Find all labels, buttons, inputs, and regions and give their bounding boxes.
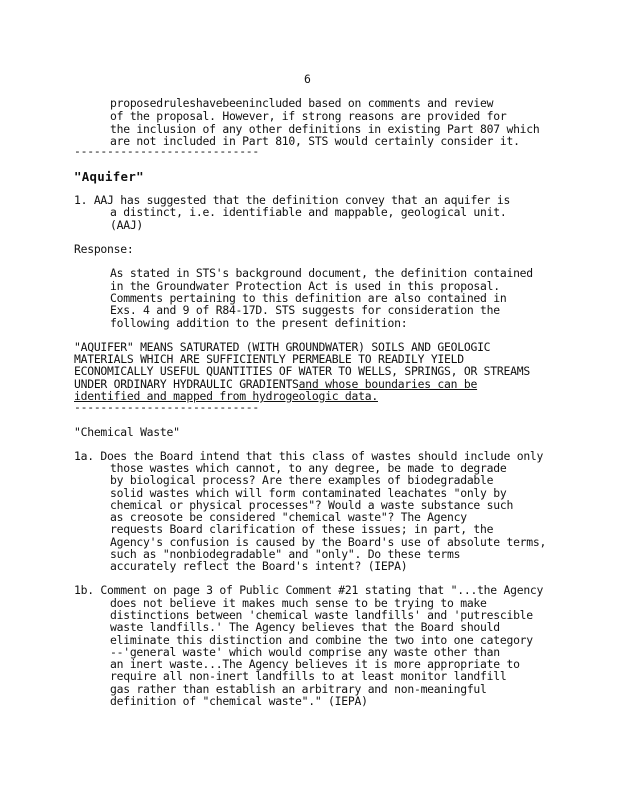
item-1a-line: chemical or physical processes"? Would a waste substance such xyxy=(110,498,514,512)
item-1a-line: 1a. Does the Board intend that this class of wastes should include only xyxy=(74,449,544,463)
response-line: Comments pertaining to this definition are also contained in xyxy=(110,291,507,305)
item-1b-line: distinctions between 'chemical waste landfills' and 'putrescible xyxy=(110,608,533,622)
response-line: As stated in STS's background document, the definition contained xyxy=(110,266,533,280)
item-1b-line: gas rather than establish an arbitrary and non-meaningful xyxy=(110,682,487,696)
item-1a-line: accurately reflect the Board's intent? (IEPA) xyxy=(110,559,408,573)
response-line: following addition to the present definition: xyxy=(110,316,408,330)
response-line: in the Groundwater Protection Act is used in this proposal. xyxy=(110,279,500,293)
item-1a-line: such as "nonbiodegradable" and "only". Do these terms xyxy=(110,547,461,561)
definition-text: UNDER ORDINARY HYDRAULIC GRADIENTS xyxy=(74,377,299,391)
item-1b-line: an inert waste...The Agency believes it is more appropriate to xyxy=(110,657,520,671)
aquifer-comment-line: (AAJ) xyxy=(110,218,144,232)
definition-addition: identified and mapped from hydrogeologic data. xyxy=(74,389,378,403)
intro-line: proposedruleshavebeenincluded based on comments and review xyxy=(110,96,494,110)
item-1b-line: definition of "chemical waste"." (IEPA) xyxy=(110,694,368,708)
item-1b-line: waste landfills.' The Agency believes that the Board should xyxy=(110,620,500,634)
section-divider: ---------------------------- xyxy=(74,400,260,414)
item-1a-line: Agency's confusion is caused by the Board's use of absolute terms, xyxy=(110,535,547,549)
aquifer-comment-line: a distinct, i.e. identifiable and mappable, geological unit. xyxy=(110,205,507,219)
item-1b-line: eliminate this distinction and combine the two into one category xyxy=(110,633,533,647)
aquifer-definition-line: MATERIALS WHICH ARE SUFFICIENTLY PERMEABLE TO READILY YIELD xyxy=(74,352,464,366)
item-1b-line: --'general waste' which would comprise any waste other than xyxy=(110,645,500,659)
item-1b-line: 1b. Comment on page 3 of Public Comment #21 stating that "...the Agency xyxy=(74,583,544,597)
page-number: 6 xyxy=(304,72,311,86)
item-1a-line: by biological process? Are there examples of biodegradable xyxy=(110,473,494,487)
aquifer-definition-line: ECONOMICALLY USEFUL QUANTITIES OF WATER TO WELLS, SPRINGS, OR STREAMS xyxy=(74,364,530,378)
item-1b-line: does not believe it makes much sense to be trying to make xyxy=(110,596,487,610)
item-1b-line: require all non-inert landfills to at least monitor landfill xyxy=(110,669,507,683)
aquifer-definition-line: "AQUIFER" MEANS SATURATED (WITH GROUNDWATER) SOILS AND GEOLOGIC xyxy=(74,340,491,354)
chemical-waste-heading: "Chemical Waste" xyxy=(74,425,180,439)
intro-line: the inclusion of any other definitions in existing Part 807 which xyxy=(110,122,540,136)
response-label: Response: xyxy=(74,242,134,256)
item-1a-line: as creosote be considered "chemical waste"? The Agency xyxy=(110,510,467,524)
definition-addition: and whose boundaries can be xyxy=(298,377,478,391)
intro-line: are not included in Part 810, STS would certainly consider it. xyxy=(110,134,520,148)
intro-line: of the proposal. However, if strong reasons are provided for xyxy=(110,109,507,123)
section-divider: ---------------------------- xyxy=(74,144,260,158)
item-1a-line: solid wastes which will form contaminated leachates "only by xyxy=(110,486,507,500)
response-line: Exs. 4 and 9 of R84-17D. STS suggests for consideration the xyxy=(110,303,500,317)
aquifer-heading: "Aquifer" xyxy=(74,169,144,184)
item-1a-line: requests Board clarification of these issues; in part, the xyxy=(110,522,494,536)
item-1a-line: those wastes which cannot, to any degree, be made to degrade xyxy=(110,461,507,475)
aquifer-comment-line: 1. AAJ has suggested that the definition convey that an aquifer is xyxy=(74,193,511,207)
